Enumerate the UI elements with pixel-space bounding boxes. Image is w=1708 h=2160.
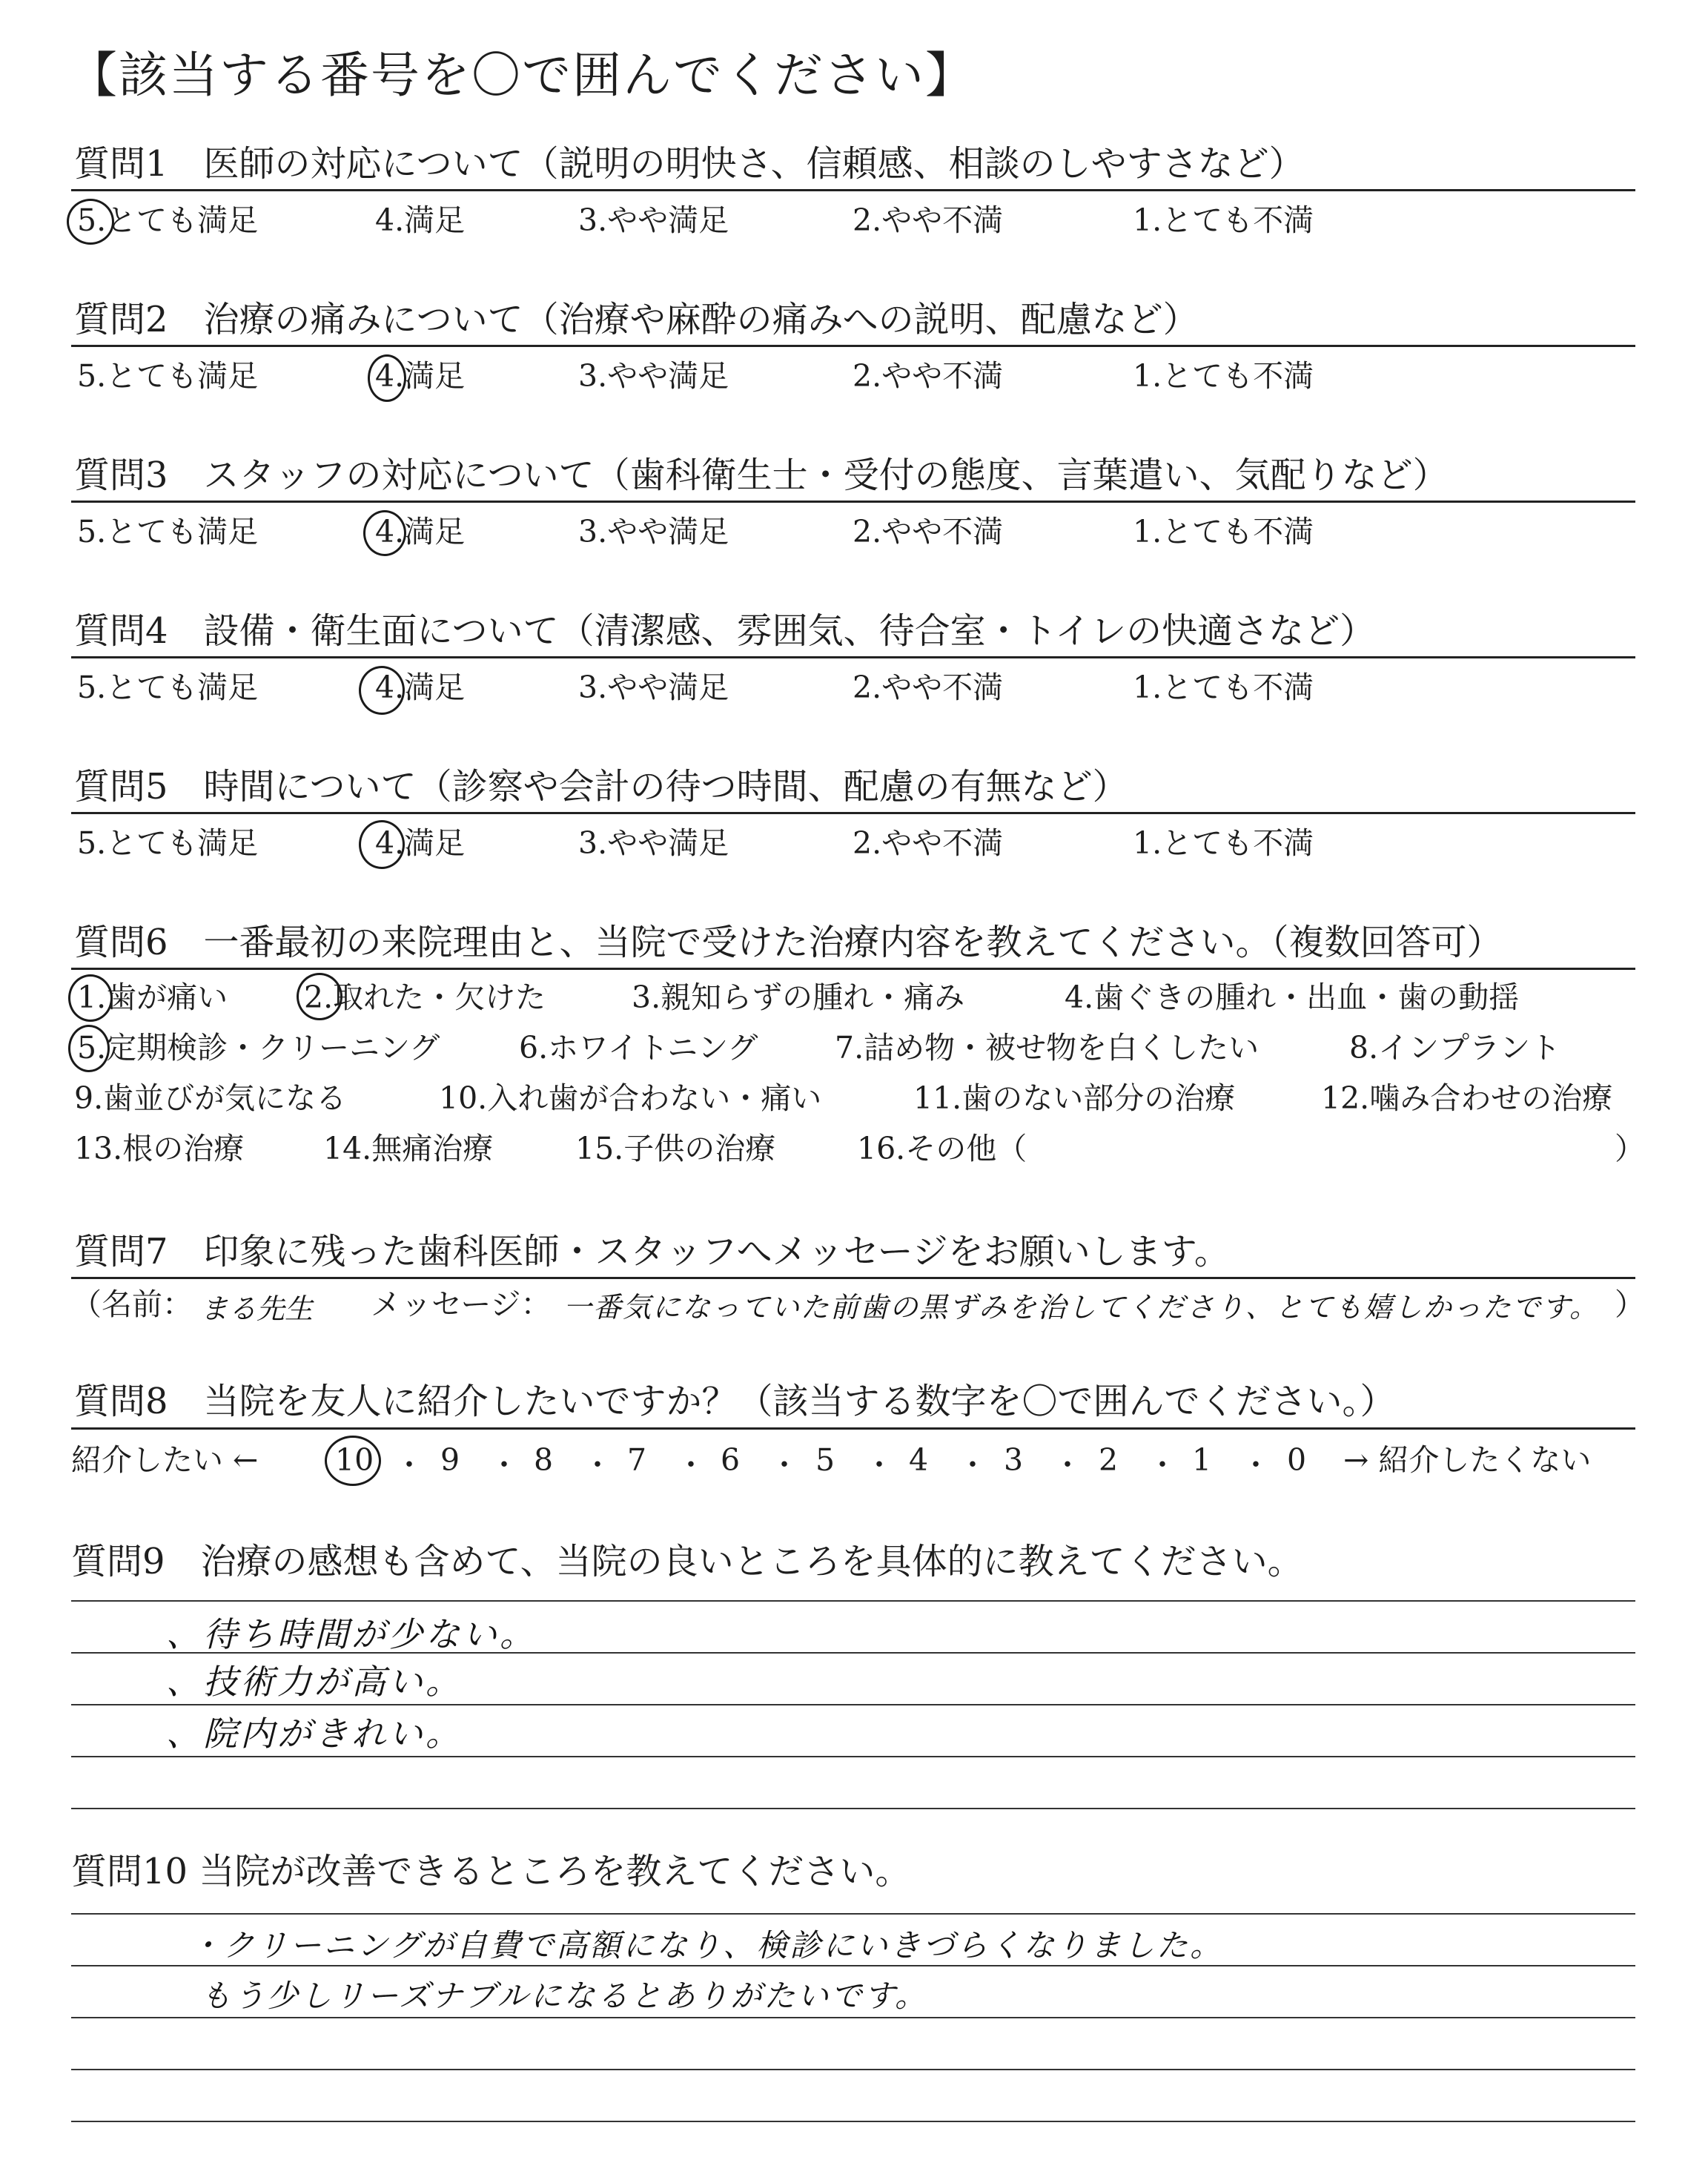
- separator-dot: ・: [1053, 1448, 1082, 1482]
- separator-dot: ・: [958, 1448, 987, 1482]
- q6-option-12[interactable]: 12.噛み合わせの治療: [1321, 1080, 1613, 1116]
- divider: [71, 345, 1635, 347]
- score-3[interactable]: 3: [1004, 1442, 1024, 1478]
- q3-option-2[interactable]: 2.やや不満: [853, 514, 1004, 549]
- q3-option-1[interactable]: 1.とても不満: [1133, 514, 1314, 549]
- message-label: メッセージ：: [371, 1287, 552, 1322]
- q5-option-2[interactable]: 2.やや不満: [853, 825, 1004, 861]
- q4-option-2[interactable]: 2.やや不満: [853, 670, 1004, 705]
- q5-option-4[interactable]: 4.満足: [375, 825, 466, 861]
- q1-option-4[interactable]: 4.満足: [375, 202, 466, 238]
- q5-option-1[interactable]: 1.とても不満: [1133, 825, 1314, 861]
- writing-line: [71, 1913, 1635, 1915]
- q6-option-7[interactable]: 7.詰め物・被せ物を白くしたい: [835, 1030, 1260, 1066]
- writing-line: [71, 1756, 1635, 1757]
- divider: [71, 501, 1635, 503]
- q6-option-4[interactable]: 4.歯ぐきの腫れ・出血・歯の動揺: [1065, 980, 1520, 1015]
- writing-line: [71, 2017, 1635, 2018]
- name-label: （名前：: [71, 1287, 193, 1322]
- q2-option-3[interactable]: 3.やや満足: [578, 358, 729, 394]
- q6-option-5[interactable]: 5.定期検診・クリーニング: [77, 1030, 440, 1066]
- selection-circle: [359, 666, 405, 715]
- score-10[interactable]: 10: [335, 1442, 374, 1478]
- q9-answer-line: 、院内がきれい。: [166, 1714, 463, 1754]
- divider: [71, 968, 1635, 970]
- selection-circle: [368, 354, 406, 402]
- question-8-title: 質問8 当院を友人に紹介したいですか？（該当する数字を〇で囲んでください。）: [74, 1381, 1396, 1422]
- separator-dot: ・: [769, 1448, 799, 1482]
- question-7-title: 質問7 印象に残った歯科医師・スタッフへメッセージをお願いします。: [74, 1231, 1230, 1272]
- q2-option-1[interactable]: 1.とても不満: [1133, 358, 1314, 394]
- q4-option-4[interactable]: 4.満足: [375, 670, 466, 705]
- score-1[interactable]: 1: [1192, 1442, 1212, 1478]
- message-close: ）: [1615, 1287, 1645, 1322]
- question-6-title: 質問6 一番最初の来院理由と、当院で受けた治療内容を教えてください。（複数回答可）: [74, 922, 1503, 963]
- writing-line: [71, 1808, 1635, 1809]
- q2-option-5[interactable]: 5.とても満足: [77, 358, 259, 394]
- q3-option-5[interactable]: 5.とても満足: [77, 514, 259, 549]
- separator-dot: ・: [864, 1448, 894, 1482]
- score-2[interactable]: 2: [1099, 1442, 1119, 1478]
- separator-dot: ・: [1241, 1448, 1271, 1482]
- q1-option-3[interactable]: 3.やや満足: [578, 202, 729, 238]
- writing-line: [71, 2121, 1635, 2122]
- separator-dot: ・: [676, 1448, 706, 1482]
- selection-circle: [363, 510, 406, 556]
- message-value: 一番気になっていた前歯の黒ずみを治してくださり、とても嬉しかったです。: [563, 1291, 1599, 1324]
- q1-option-1[interactable]: 1.とても不満: [1133, 202, 1314, 238]
- q6-option-13[interactable]: 13.根の治療: [74, 1131, 245, 1166]
- selection-circle: [67, 199, 114, 245]
- q1-option-2[interactable]: 2.やや不満: [853, 202, 1004, 238]
- question-3-title: 質問3 スタッフの対応について（歯科衛生士・受付の態度、言葉遣い、気配りなど）: [74, 455, 1449, 496]
- separator-dot: ・: [583, 1448, 612, 1482]
- q6-option-1[interactable]: 1.歯が痛い: [77, 980, 228, 1015]
- q3-option-3[interactable]: 3.やや満足: [578, 514, 729, 549]
- writing-line: [71, 1704, 1635, 1705]
- q6-option-8[interactable]: 8.インプラント: [1349, 1030, 1561, 1066]
- divider: [71, 189, 1635, 191]
- selection-circle: [325, 1436, 381, 1486]
- q4-option-3[interactable]: 3.やや満足: [578, 670, 729, 705]
- q6-option-2[interactable]: 2.取れた・欠けた: [304, 980, 546, 1015]
- question-5-title: 質問5 時間について（診察や会計の待つ時間、配慮の有無など）: [74, 766, 1128, 807]
- score-4[interactable]: 4: [909, 1442, 929, 1478]
- score-9[interactable]: 9: [440, 1442, 460, 1478]
- q4-option-1[interactable]: 1.とても不満: [1133, 670, 1314, 705]
- q6-other-close: ）: [1615, 1131, 1645, 1166]
- divider: [71, 812, 1635, 814]
- q6-option-14[interactable]: 14.無痛治療: [323, 1131, 494, 1166]
- score-5[interactable]: 5: [815, 1442, 835, 1478]
- recommend-right-label: → 紹介したくない: [1343, 1442, 1592, 1478]
- q9-answer-line: 、待ち時間が少ない。: [166, 1614, 537, 1654]
- score-7[interactable]: 7: [627, 1442, 647, 1478]
- writing-line: [71, 1600, 1635, 1602]
- q5-option-5[interactable]: 5.とても満足: [77, 825, 259, 861]
- q2-option-4[interactable]: 4.満足: [375, 358, 466, 394]
- selection-circle: [297, 973, 342, 1020]
- question-4-title: 質問4 設備・衛生面について（清潔感、雰囲気、待合室・トイレの快適さなど）: [74, 610, 1376, 652]
- q6-option-9[interactable]: 9.歯並びが気になる: [74, 1080, 347, 1116]
- q6-option-6[interactable]: 6.ホワイトニング: [519, 1030, 758, 1066]
- question-1-title: 質問1 医師の対応について（説明の明快さ、信頼感、相談のしやすさなど）: [74, 143, 1305, 185]
- question-9-title: 質問9 治療の感想も含めて、当院の良いところを具体的に教えてください。: [71, 1541, 1303, 1582]
- q2-option-2[interactable]: 2.やや不満: [853, 358, 1004, 394]
- q4-option-5[interactable]: 5.とても満足: [77, 670, 259, 705]
- name-value: まる先生: [200, 1292, 314, 1325]
- writing-line: [71, 2069, 1635, 2070]
- recommend-left-label: 紹介したい ←: [71, 1442, 259, 1478]
- separator-dot: ・: [394, 1448, 424, 1482]
- question-2-title: 質問2 治療の痛みについて（治療や麻酔の痛みへの説明、配慮など）: [74, 299, 1199, 340]
- q6-option-3[interactable]: 3.親知らずの腫れ・痛み: [632, 980, 965, 1015]
- divider: [71, 656, 1635, 658]
- q9-answer-line: 、技術力が高い。: [166, 1662, 463, 1702]
- q6-option-10[interactable]: 10.入れ歯が合わない・痛い: [439, 1080, 822, 1116]
- q10-answer-line: ・クリーニングが自費で高額になり、検診にいきづらくなりました。: [190, 1927, 1224, 1964]
- selection-circle: [359, 820, 405, 869]
- q6-option-11[interactable]: 11.歯のない部分の治療: [913, 1080, 1236, 1116]
- score-0[interactable]: 0: [1287, 1442, 1307, 1478]
- q3-option-4[interactable]: 4.満足: [375, 514, 466, 549]
- question-10-title: 質問10 当院が改善できるところを教えてください。: [71, 1851, 911, 1892]
- q1-option-5[interactable]: 5.とても満足: [77, 202, 259, 238]
- selection-circle: [68, 1025, 110, 1072]
- q6-option-15[interactable]: 15.子供の治療: [575, 1131, 776, 1166]
- separator-dot: ・: [489, 1448, 519, 1482]
- q10-answer-line: もう少しリーズナブルになるとありがたいです。: [200, 1978, 929, 2014]
- divider: [71, 1277, 1635, 1279]
- divider: [71, 1427, 1635, 1430]
- score-6[interactable]: 6: [721, 1442, 741, 1478]
- page-title: 【該当する番号を〇で囲んでください】: [68, 47, 976, 104]
- score-8[interactable]: 8: [534, 1442, 554, 1478]
- q6-option-16[interactable]: 16.その他（: [857, 1131, 1027, 1166]
- separator-dot: ・: [1148, 1448, 1177, 1482]
- q5-option-3[interactable]: 3.やや満足: [578, 825, 729, 861]
- selection-circle: [68, 974, 113, 1022]
